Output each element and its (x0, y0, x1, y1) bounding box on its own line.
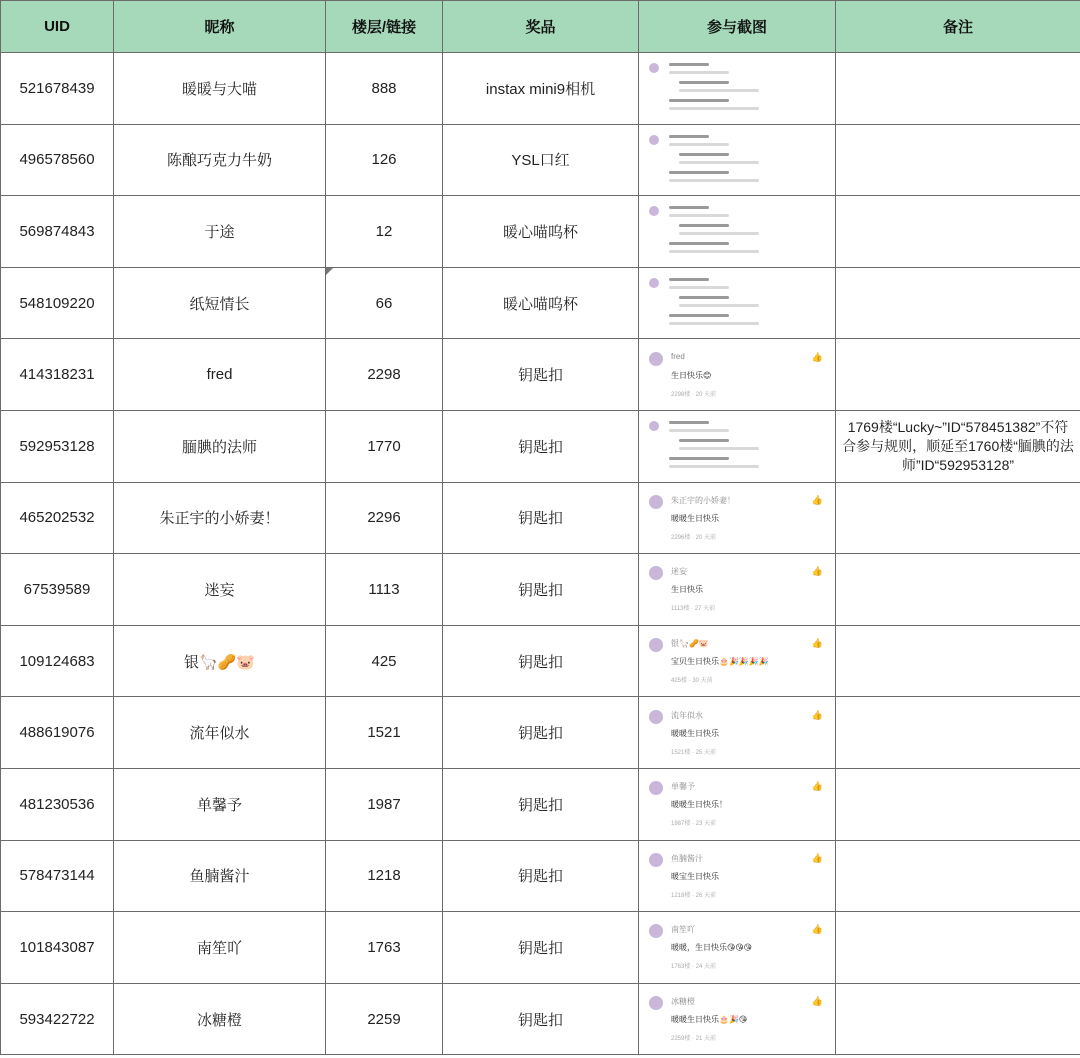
screenshot-cell (639, 124, 836, 196)
prize-cell: 钥匙扣 (443, 554, 639, 626)
table-row (1, 554, 1080, 626)
avatar (649, 352, 663, 366)
comment-text: 生日快乐 (671, 585, 703, 595)
avatar (649, 278, 659, 288)
screenshot-text-line (669, 71, 729, 74)
uid-cell: 548109220 (1, 267, 114, 339)
comment-screenshot (639, 912, 835, 982)
screenshot-text-line (669, 322, 759, 325)
nickname-cell: fred (114, 339, 326, 411)
screenshot-text-line (669, 314, 729, 317)
uid-cell: 488619076 (1, 697, 114, 769)
nickname-cell: 陈酿巧克力牛奶 (114, 124, 326, 196)
screenshot-text-line (669, 107, 759, 110)
comment-author: 单馨予 (671, 782, 695, 792)
screenshot-cell (639, 912, 836, 984)
note-cell (836, 697, 1080, 769)
note-cell (836, 912, 1080, 984)
uid-cell: 592953128 (1, 410, 114, 482)
thumbs-up-icon: 👍 (811, 494, 823, 505)
comment-text: 暖宝生日快乐 (671, 871, 719, 881)
prize-cell: 钥匙扣 (443, 697, 639, 769)
comment-author: 流年似水 (671, 710, 703, 720)
screenshot-text-line (679, 81, 729, 84)
thumbs-up-icon: 👍 (811, 638, 823, 649)
screenshot-text-line (669, 457, 729, 460)
screenshot-text-line (669, 206, 709, 209)
uid-cell: 414318231 (1, 339, 114, 411)
comment-text: 宝贝生日快乐🎂🎉🎉🎉🎉 (671, 657, 769, 667)
comment-author: 鱼腩酱汁 (671, 853, 703, 863)
uid-cell: 569874843 (1, 196, 114, 268)
header-row (1, 1, 1080, 53)
screenshot-text-line (669, 143, 729, 146)
note-cell (836, 768, 1080, 840)
prize-cell: 暖心喵呜杯 (443, 196, 639, 268)
table-row (1, 768, 1080, 840)
screenshot-text-line (669, 179, 759, 182)
table-row (1, 983, 1080, 1055)
prize-cell: 钥匙扣 (443, 625, 639, 697)
uid-cell: 101843087 (1, 912, 114, 984)
screenshot-text-line (679, 304, 759, 307)
prize-cell: 钥匙扣 (443, 983, 639, 1055)
nickname-cell: 腼腆的法师 (114, 410, 326, 482)
floor-cell: 1521 (326, 697, 443, 769)
screenshot-cell (639, 625, 836, 697)
screenshot-text-line (669, 214, 729, 217)
note-cell: 1769楼“Lucky~”ID“578451382”不符合参与规则，顺延至1760楼“腼腆的法师”ID“592953128” (836, 410, 1080, 482)
comment-author: 朱正宇的小娇妻！ (671, 495, 735, 505)
avatar (649, 924, 663, 938)
comment-text: 暖暖生日快乐 (671, 513, 719, 523)
avatar (649, 638, 663, 652)
comment-text: 暖暖，生日快乐😘😘😘 (671, 943, 753, 953)
screenshot-text-line (669, 135, 709, 138)
comment-screenshot (639, 53, 835, 123)
table-row (1, 912, 1080, 984)
screenshot-text-line (679, 232, 759, 235)
avatar (649, 853, 663, 867)
note-cell (836, 983, 1080, 1055)
screenshot-text-line (669, 278, 709, 281)
comment-meta: 1987楼 · 23 天前 (671, 821, 717, 828)
avatar (649, 710, 663, 724)
comment-meta: 1218楼 · 26 天前 (671, 892, 717, 899)
comment-screenshot (639, 340, 835, 410)
screenshot-text-line (669, 242, 729, 245)
comment-author: 冰糖橙 (671, 997, 695, 1007)
prize-cell: instax mini9相机 (443, 53, 639, 125)
uid-cell: 593422722 (1, 983, 114, 1055)
screenshot-cell (639, 267, 836, 339)
floor-cell: 1763 (326, 912, 443, 984)
floor-cell: 425 (326, 625, 443, 697)
prize-cell: 钥匙扣 (443, 840, 639, 912)
screenshot-cell (639, 983, 836, 1055)
floor-cell: 888 (326, 53, 443, 125)
thumbs-up-icon: 👍 (811, 566, 823, 577)
screenshot-text-line (669, 171, 729, 174)
thumbs-up-icon: 👍 (811, 924, 823, 935)
floor-cell: 1770 (326, 410, 443, 482)
uid-cell: 578473144 (1, 840, 114, 912)
nickname-cell: 暖暖与大喵 (114, 53, 326, 125)
prize-cell: YSL口红 (443, 124, 639, 196)
note-cell (836, 625, 1080, 697)
header-prize: 奖品 (443, 1, 639, 53)
screenshot-text-line (669, 63, 709, 66)
nickname-cell: 冰糖橙 (114, 983, 326, 1055)
thumbs-up-icon: 👍 (811, 709, 823, 720)
comment-screenshot (639, 268, 835, 338)
comment-meta: 425楼 · 30 天前 (671, 678, 713, 685)
screenshot-text-line (669, 286, 729, 289)
comment-screenshot (639, 698, 835, 768)
table-row (1, 339, 1080, 411)
table-row (1, 410, 1080, 482)
nickname-cell: 单馨予 (114, 768, 326, 840)
avatar (649, 421, 659, 431)
screenshot-cell (639, 554, 836, 626)
nickname-cell: 纸短情长 (114, 267, 326, 339)
avatar (649, 135, 659, 145)
floor-cell: 2296 (326, 482, 443, 554)
uid-cell: 67539589 (1, 554, 114, 626)
floor-cell: 2298 (326, 339, 443, 411)
comment-meta: 2259楼 · 21 天前 (671, 1036, 717, 1043)
uid-cell: 496578560 (1, 124, 114, 196)
table-row (1, 840, 1080, 912)
screenshot-text-line (679, 89, 759, 92)
table-row (1, 196, 1080, 268)
avatar (649, 63, 659, 73)
screenshot-text-line (679, 447, 759, 450)
note-cell (836, 196, 1080, 268)
comment-text: 暖暖生日快乐 (671, 728, 719, 738)
note-cell (836, 53, 1080, 125)
table-row (1, 53, 1080, 125)
thumbs-up-icon: 👍 (811, 996, 823, 1007)
screenshot-text-line (669, 421, 709, 424)
note-cell (836, 339, 1080, 411)
comment-screenshot (639, 125, 835, 195)
note-cell (836, 840, 1080, 912)
prize-cell: 钥匙扣 (443, 912, 639, 984)
floor-cell: 2259 (326, 983, 443, 1055)
comment-meta: 1763楼 · 24 天前 (671, 964, 717, 971)
screenshot-text-line (669, 465, 759, 468)
screenshot-text-line (679, 161, 759, 164)
header-note: 备注 (836, 1, 1080, 53)
comment-author: 南笙吖 (671, 925, 695, 935)
table-row (1, 124, 1080, 196)
comment-meta: 1521楼 · 25 天前 (671, 749, 717, 756)
screenshot-text-line (679, 224, 729, 227)
avatar (649, 495, 663, 509)
note-cell (836, 482, 1080, 554)
floor-cell: 1987 (326, 768, 443, 840)
comment-screenshot (639, 626, 835, 696)
floor-cell: 1113 (326, 554, 443, 626)
uid-cell: 521678439 (1, 53, 114, 125)
comment-screenshot (639, 411, 835, 481)
avatar (649, 566, 663, 580)
table-row (1, 482, 1080, 554)
screenshot-cell (639, 482, 836, 554)
cell-comment-marker-icon (326, 268, 333, 275)
screenshot-text-line (679, 296, 729, 299)
note-cell (836, 124, 1080, 196)
uid-cell: 109124683 (1, 625, 114, 697)
comment-screenshot (639, 769, 835, 839)
header-uid: UID (1, 1, 114, 53)
table-row (1, 697, 1080, 769)
comment-author: fred (671, 351, 685, 361)
screenshot-cell (639, 840, 836, 912)
nickname-cell: 朱正宇的小娇妻！ (114, 482, 326, 554)
comment-meta: 2298楼 · 20 天前 (671, 391, 717, 398)
screenshot-text-line (669, 99, 729, 102)
comment-text: 生日快乐😊 (671, 370, 712, 380)
prize-cell: 钥匙扣 (443, 768, 639, 840)
thumbs-up-icon: 👍 (811, 781, 823, 792)
screenshot-cell (639, 697, 836, 769)
nickname-cell: 迷妄 (114, 554, 326, 626)
floor-cell: 12 (326, 196, 443, 268)
comment-text: 暖暖生日快乐！ (671, 800, 727, 810)
comment-screenshot (639, 483, 835, 553)
screenshot-text-line (669, 250, 759, 253)
note-cell (836, 267, 1080, 339)
table-row (1, 267, 1080, 339)
avatar (649, 781, 663, 795)
comment-screenshot (639, 554, 835, 624)
floor-cell: 66 (326, 267, 443, 339)
uid-cell: 481230536 (1, 768, 114, 840)
comment-meta: 2296楼 · 20 天前 (671, 534, 717, 541)
nickname-cell: 南笙吖 (114, 912, 326, 984)
nickname-cell: 银🦙🥜🐷 (114, 625, 326, 697)
screenshot-cell (639, 768, 836, 840)
note-cell (836, 554, 1080, 626)
floor-cell: 126 (326, 124, 443, 196)
table-row (1, 625, 1080, 697)
header-floor: 楼层/链接 (326, 1, 443, 53)
screenshot-text-line (679, 153, 729, 156)
screenshot-cell (639, 339, 836, 411)
screenshot-cell (639, 410, 836, 482)
prize-cell: 钥匙扣 (443, 339, 639, 411)
comment-screenshot (639, 196, 835, 266)
prize-cell: 钥匙扣 (443, 482, 639, 554)
screenshot-cell (639, 53, 836, 125)
comment-screenshot (639, 984, 835, 1054)
avatar (649, 996, 663, 1010)
avatar (649, 206, 659, 216)
thumbs-up-icon: 👍 (811, 351, 823, 362)
uid-cell: 465202532 (1, 482, 114, 554)
comment-screenshot (639, 841, 835, 911)
comment-author: 银🦙🥜🐷 (671, 639, 709, 649)
comment-author: 迷妄 (671, 567, 687, 577)
nickname-cell: 于途 (114, 196, 326, 268)
nickname-cell: 鱼腩酱汁 (114, 840, 326, 912)
prize-cell: 暖心喵呜杯 (443, 267, 639, 339)
floor-cell: 1218 (326, 840, 443, 912)
screenshot-text-line (679, 439, 729, 442)
screenshot-text-line (669, 429, 729, 432)
comment-meta: 1113楼 · 27 天前 (671, 606, 716, 613)
prize-cell: 钥匙扣 (443, 410, 639, 482)
nickname-cell: 流年似水 (114, 697, 326, 769)
header-nickname: 昵称 (114, 1, 326, 53)
header-screenshot: 参与截图 (639, 1, 836, 53)
screenshot-cell (639, 196, 836, 268)
comment-text: 暖暖生日快乐🎂🎉😘 (671, 1015, 748, 1025)
thumbs-up-icon: 👍 (811, 852, 823, 863)
